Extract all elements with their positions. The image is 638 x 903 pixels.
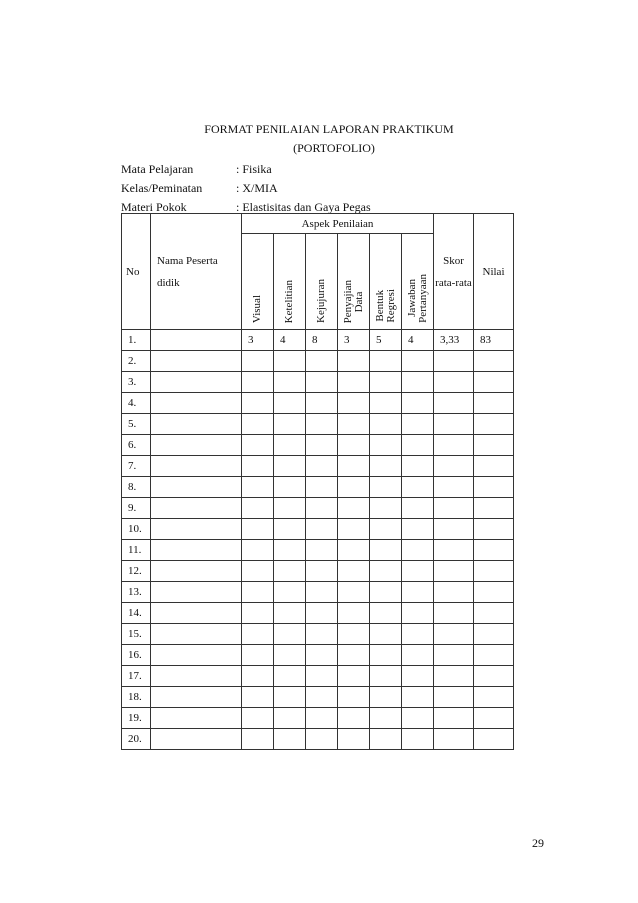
cell-score (370, 519, 402, 540)
cell-skor (434, 603, 474, 624)
cell-score (306, 351, 338, 372)
cell-nilai (474, 687, 514, 708)
cell-skor (434, 540, 474, 561)
header-aspect-kejujuran: Kejujuran (306, 234, 338, 330)
cell-no: 6. (122, 435, 151, 456)
cell-score (306, 645, 338, 666)
cell-name (151, 645, 242, 666)
info-value: : Fisika (236, 162, 272, 176)
cell-name (151, 561, 242, 582)
cell-no: 13. (122, 582, 151, 603)
cell-score (242, 351, 274, 372)
cell-score (242, 666, 274, 687)
cell-score (306, 414, 338, 435)
document-title: FORMAT PENILAIAN LAPORAN PRAKTIKUM (204, 122, 454, 136)
cell-score (242, 582, 274, 603)
cell-score (274, 540, 306, 561)
cell-nilai (474, 393, 514, 414)
cell-no: 9. (122, 498, 151, 519)
cell-score (402, 729, 434, 750)
cell-score (306, 519, 338, 540)
cell-score (242, 498, 274, 519)
table-row (122, 561, 514, 582)
cell-score (402, 477, 434, 498)
cell-no: 15. (122, 624, 151, 645)
cell-nilai (474, 477, 514, 498)
cell-no: 7. (122, 456, 151, 477)
cell-score (338, 624, 370, 645)
info-label: Kelas/Peminatan (121, 181, 203, 195)
cell-name (151, 477, 242, 498)
cell-nilai (474, 603, 514, 624)
cell-nilai (474, 435, 514, 456)
cell-score (274, 372, 306, 393)
header-aspect-visual: Visual (242, 234, 274, 330)
table-row (122, 582, 514, 603)
cell-no: 17. (122, 666, 151, 687)
cell-score (338, 687, 370, 708)
cell-score (242, 708, 274, 729)
cell-score (306, 582, 338, 603)
cell-nilai (474, 666, 514, 687)
table-row (122, 435, 514, 456)
cell-score (274, 456, 306, 477)
cell-name (151, 624, 242, 645)
cell-name (151, 519, 242, 540)
table-row (122, 477, 514, 498)
cell-score (274, 519, 306, 540)
cell-score (402, 687, 434, 708)
cell-score (338, 372, 370, 393)
cell-skor (434, 624, 474, 645)
cell-score (274, 666, 306, 687)
cell-skor (434, 393, 474, 414)
cell-score (370, 708, 402, 729)
cell-skor (434, 372, 474, 393)
cell-score (306, 603, 338, 624)
cell-score (370, 729, 402, 750)
table-row (122, 498, 514, 519)
cell-score (306, 372, 338, 393)
cell-name (151, 666, 242, 687)
info-value: : Elastisitas dan Gaya Pegas (236, 200, 371, 214)
cell-skor (434, 687, 474, 708)
cell-score (274, 708, 306, 729)
cell-nilai (474, 561, 514, 582)
cell-name (151, 456, 242, 477)
cell-name (151, 603, 242, 624)
cell-score (274, 393, 306, 414)
cell-name (151, 582, 242, 603)
cell-nilai (474, 624, 514, 645)
cell-no: 10. (122, 519, 151, 540)
cell-score (402, 393, 434, 414)
cell-score (242, 603, 274, 624)
page-number: 29 (532, 836, 544, 850)
cell-score (338, 393, 370, 414)
cell-score (402, 498, 434, 519)
cell-name (151, 498, 242, 519)
cell-skor (434, 666, 474, 687)
cell-nilai (474, 582, 514, 603)
cell-no: 18. (122, 687, 151, 708)
cell-score (242, 456, 274, 477)
table-row (122, 540, 514, 561)
cell-name (151, 435, 242, 456)
cell-score (370, 498, 402, 519)
cell-no: 5. (122, 414, 151, 435)
cell-score (338, 540, 370, 561)
header-aspect-ketelitian: Ketelitian (274, 234, 306, 330)
cell-score (402, 456, 434, 477)
table-row (122, 708, 514, 729)
cell-score (242, 372, 274, 393)
cell-score (274, 729, 306, 750)
cell-score (242, 624, 274, 645)
cell-name (151, 687, 242, 708)
cell-no: 1. (122, 330, 151, 351)
cell-no: 14. (122, 603, 151, 624)
cell-score (338, 582, 370, 603)
table-row (122, 372, 514, 393)
table-row (122, 624, 514, 645)
cell-nilai (474, 372, 514, 393)
cell-score (242, 519, 274, 540)
cell-score (274, 435, 306, 456)
cell-name (151, 414, 242, 435)
cell-score (242, 561, 274, 582)
cell-score (402, 372, 434, 393)
cell-score (338, 435, 370, 456)
cell-score (370, 393, 402, 414)
table-row (122, 729, 514, 750)
cell-score (370, 540, 402, 561)
cell-score (338, 603, 370, 624)
cell-score (306, 498, 338, 519)
cell-score (242, 435, 274, 456)
cell-score (306, 624, 338, 645)
cell-score: 4 (402, 330, 434, 351)
cell-skor (434, 435, 474, 456)
cell-score (402, 582, 434, 603)
table-row (122, 456, 514, 477)
cell-name (151, 540, 242, 561)
cell-nilai (474, 351, 514, 372)
cell-score (338, 645, 370, 666)
info-row-mata-pelajaran (121, 160, 371, 179)
cell-score (306, 540, 338, 561)
info-block (121, 160, 371, 217)
cell-skor (434, 498, 474, 519)
table-row (122, 351, 514, 372)
cell-score: 8 (306, 330, 338, 351)
cell-nilai: 83 (474, 330, 514, 351)
assessment-table (121, 213, 514, 750)
header-skor-rata-rata: Skor rata-rata (434, 214, 474, 330)
table-row (122, 666, 514, 687)
cell-skor (434, 582, 474, 603)
cell-name (151, 372, 242, 393)
cell-nilai (474, 414, 514, 435)
cell-score (370, 582, 402, 603)
cell-score (306, 666, 338, 687)
cell-score (402, 414, 434, 435)
header-aspect-bentuk-regresi: Bentuk Regresi (370, 234, 402, 330)
cell-score (402, 519, 434, 540)
cell-skor (434, 729, 474, 750)
cell-score (338, 561, 370, 582)
cell-score (306, 729, 338, 750)
cell-score (370, 561, 402, 582)
cell-no: 11. (122, 540, 151, 561)
cell-score (274, 477, 306, 498)
cell-skor (434, 414, 474, 435)
cell-score (242, 687, 274, 708)
cell-nilai (474, 519, 514, 540)
cell-score (274, 561, 306, 582)
cell-score (338, 414, 370, 435)
header-no: No (122, 214, 151, 330)
cell-score (306, 477, 338, 498)
cell-nilai (474, 498, 514, 519)
table-row (122, 330, 514, 351)
cell-skor (434, 456, 474, 477)
cell-score (274, 603, 306, 624)
cell-score (274, 351, 306, 372)
cell-score (306, 435, 338, 456)
header-aspek-penilaian: Aspek Penilaian (242, 214, 434, 234)
info-label: Materi Pokok (121, 200, 187, 214)
cell-score (338, 666, 370, 687)
cell-name (151, 351, 242, 372)
cell-skor (434, 645, 474, 666)
cell-score (402, 666, 434, 687)
cell-skor (434, 708, 474, 729)
cell-score (338, 708, 370, 729)
cell-score (402, 540, 434, 561)
cell-score (306, 708, 338, 729)
cell-score (242, 540, 274, 561)
cell-nilai (474, 708, 514, 729)
document-subtitle: (PORTOFOLIO) (293, 141, 375, 155)
cell-no: 19. (122, 708, 151, 729)
table-row (122, 393, 514, 414)
header-nama-peserta: Nama Peserta didik (151, 214, 242, 330)
cell-score (338, 477, 370, 498)
cell-score (242, 393, 274, 414)
cell-score (338, 519, 370, 540)
cell-score (402, 645, 434, 666)
cell-skor (434, 561, 474, 582)
cell-nilai (474, 540, 514, 561)
cell-score (402, 561, 434, 582)
cell-skor (434, 351, 474, 372)
cell-score (338, 351, 370, 372)
cell-score (370, 603, 402, 624)
table-row (122, 687, 514, 708)
cell-score (370, 687, 402, 708)
cell-score: 3 (242, 330, 274, 351)
cell-score (402, 603, 434, 624)
cell-score (242, 477, 274, 498)
table-row (122, 645, 514, 666)
cell-score: 5 (370, 330, 402, 351)
cell-name (151, 729, 242, 750)
cell-no: 8. (122, 477, 151, 498)
cell-score (370, 477, 402, 498)
cell-no: 16. (122, 645, 151, 666)
table-row (122, 603, 514, 624)
cell-score (370, 414, 402, 435)
cell-score (338, 498, 370, 519)
info-value: : X/MIA (236, 181, 278, 195)
cell-score (370, 456, 402, 477)
cell-score (370, 666, 402, 687)
cell-score: 3 (338, 330, 370, 351)
cell-skor (434, 477, 474, 498)
cell-name (151, 393, 242, 414)
cell-score (306, 687, 338, 708)
cell-no: 3. (122, 372, 151, 393)
cell-score (370, 351, 402, 372)
info-label: Mata Pelajaran (121, 162, 194, 176)
header-aspect-penyajian-data: Penyajian Data (338, 234, 370, 330)
cell-score (242, 645, 274, 666)
cell-no: 20. (122, 729, 151, 750)
cell-score (306, 561, 338, 582)
cell-score (370, 624, 402, 645)
cell-score (370, 435, 402, 456)
cell-name (151, 330, 242, 351)
cell-skor (434, 519, 474, 540)
cell-score (338, 729, 370, 750)
cell-no: 2. (122, 351, 151, 372)
info-row-kelas (121, 179, 371, 198)
cell-score (274, 498, 306, 519)
cell-score: 4 (274, 330, 306, 351)
cell-score (274, 687, 306, 708)
cell-score (370, 372, 402, 393)
header-aspect-jawaban-pertanyaan: Jawaban Pertanyaan (402, 234, 434, 330)
cell-nilai (474, 645, 514, 666)
cell-nilai (474, 729, 514, 750)
cell-score (370, 645, 402, 666)
table-row (122, 519, 514, 540)
cell-score (402, 708, 434, 729)
cell-score (306, 456, 338, 477)
cell-name (151, 708, 242, 729)
cell-score (306, 393, 338, 414)
cell-score (402, 435, 434, 456)
cell-score (274, 582, 306, 603)
cell-no: 4. (122, 393, 151, 414)
cell-skor: 3,33 (434, 330, 474, 351)
table-row (122, 414, 514, 435)
cell-score (242, 729, 274, 750)
header-nilai: Nilai (474, 214, 514, 330)
cell-score (242, 414, 274, 435)
cell-no: 12. (122, 561, 151, 582)
cell-score (338, 456, 370, 477)
cell-nilai (474, 456, 514, 477)
cell-score (274, 645, 306, 666)
cell-score (402, 351, 434, 372)
cell-score (274, 414, 306, 435)
cell-score (274, 624, 306, 645)
cell-score (402, 624, 434, 645)
